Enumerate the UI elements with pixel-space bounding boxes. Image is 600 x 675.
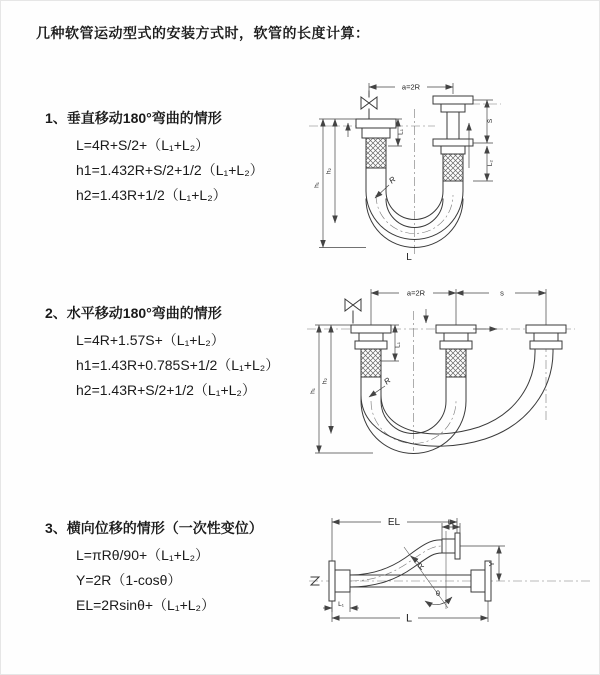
diagram-1-svg bbox=[303, 73, 563, 263]
dim-label-h2: h₂ bbox=[321, 377, 329, 385]
dim-label-h2: h₂ bbox=[325, 167, 333, 175]
dim-label-el: EL bbox=[387, 517, 401, 528]
formula-h2: h2=1.43R+1/2（L₁+L₂） bbox=[76, 187, 227, 203]
section-lateral-displacement bbox=[45, 518, 315, 622]
dim-label-a2r: a=2R bbox=[406, 288, 426, 298]
dim-label-l1: L₁ bbox=[394, 342, 402, 348]
formula-length-l: L=πRθ/90+（L₁+L₂） bbox=[76, 547, 210, 563]
dim-label-l2: L₂ bbox=[447, 519, 455, 526]
radius-label: R bbox=[387, 174, 398, 186]
angle-label: θ bbox=[435, 589, 441, 598]
dim-label-h1: h₁ bbox=[309, 388, 317, 394]
formula-el: EL=2Rsinθ+（L₁+L₂） bbox=[76, 597, 215, 613]
radius-label: R bbox=[415, 561, 427, 572]
moved-hose-end-fitting bbox=[526, 325, 566, 349]
dim-label-y: Y bbox=[487, 561, 496, 567]
s-curved-hose-displaced bbox=[350, 540, 442, 587]
formula-h1: h1=1.432R+S/2+1/2（L₁+L₂） bbox=[76, 162, 264, 178]
diagram-3-svg bbox=[301, 506, 600, 651]
formula-h1: h1=1.43R+0.785S+1/2（L₁+L₂） bbox=[76, 357, 280, 373]
diagram-lateral-displacement bbox=[301, 506, 600, 656]
right-hose-end-fitting bbox=[433, 96, 473, 191]
dim-label-h1: h₁ bbox=[313, 182, 321, 188]
dim-label-a2r: a=2R bbox=[401, 82, 421, 92]
formula-h2: h2=1.43R+S/2+1/2（L₁+L₂） bbox=[76, 382, 256, 398]
middle-hose-end-fitting bbox=[436, 325, 476, 401]
braided-section bbox=[443, 154, 463, 181]
section-1-heading: 1、垂直移动180°弯曲的情形 bbox=[45, 110, 222, 126]
dimensions bbox=[310, 289, 547, 454]
dimensions bbox=[314, 83, 495, 264]
formula-y: Y=2R（1-cosθ） bbox=[76, 572, 182, 588]
page-title: 几种软管运动型式的安装方式时，软管的长度计算： bbox=[36, 25, 370, 41]
braided-section bbox=[361, 349, 381, 377]
dim-label-l2: L₂ bbox=[487, 159, 494, 167]
dim-label-s: S bbox=[487, 118, 494, 124]
formula-length-l: L=4R+S/2+（L₁+L₂） bbox=[76, 137, 210, 153]
diagram-vertical-180-bend bbox=[303, 73, 563, 268]
formula-length-l: L=4R+1.57S+（L₁+L₂） bbox=[76, 332, 225, 348]
valve-icon bbox=[345, 299, 361, 323]
dim-label-l1: L₁ bbox=[338, 601, 344, 608]
centerlines bbox=[309, 104, 501, 255]
section-horizontal-movement bbox=[45, 303, 315, 407]
upper-right-flange bbox=[442, 533, 460, 559]
left-flange bbox=[329, 561, 350, 601]
dim-label-l: L bbox=[405, 612, 413, 625]
section-vertical-movement bbox=[45, 108, 315, 212]
section-3-heading: 3、横向位移的情形（一次性变位） bbox=[45, 520, 263, 536]
length-label: L bbox=[406, 252, 412, 263]
radius-label: R bbox=[382, 375, 393, 387]
dim-label-l1: L₁ bbox=[397, 129, 405, 135]
left-hose-end-fitting bbox=[351, 325, 391, 401]
braided-section bbox=[446, 349, 466, 377]
diagram-2-svg bbox=[303, 283, 598, 458]
valve-icon bbox=[361, 91, 377, 119]
dim-label-move-s: s bbox=[500, 288, 504, 298]
section-2-heading: 2、水平移动180°弯曲的情形 bbox=[45, 305, 222, 321]
diagram-horizontal-180-bend bbox=[303, 283, 598, 463]
braided-section bbox=[366, 138, 386, 168]
